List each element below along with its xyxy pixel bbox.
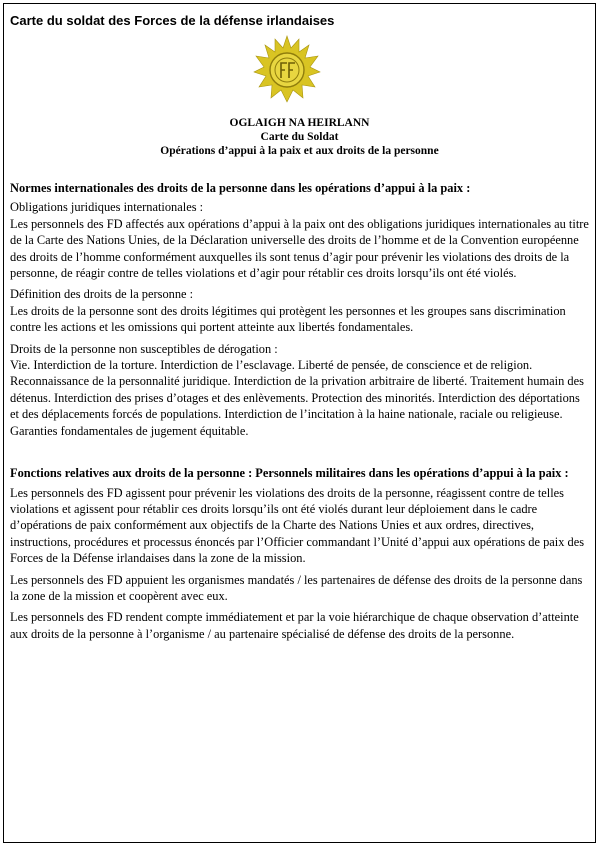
paragraph-report-violations: Les personnels des FD rendent compte immédiatement et par la voie hiérarchique de chaque observation d’atteinte aux droits de la personne à l’organisme / au partenaire spécialisé de défense des droits de la personne. bbox=[10, 610, 579, 641]
card-title: Carte du soldat des Forces de la défense irlandaises bbox=[10, 13, 335, 28]
paragraph-legal-obligations: Obligations juridiques internationales : Les personnels des FD affectés aux opérations d’appui à la paix ont des obligations juridiques internationales au titre de la Carte des Nations Unies, de la Déclaration universelle des droits de l’homme et de la Convention européenne des droits de l’homme conformément auxquelles ils sont tenus d’agir pour prévenir les violations des droits de la personne, de réagir contre de telles violations et d’agir pour rétablir ces droits lorsqu’ils ont été violés. bbox=[10, 200, 589, 281]
paragraph-definition: Définition des droits de la personne : Les droits de la personne sont des droits légitimes qui protègent les personnes et les groupes sans discrimination contre les actions et les omissions qui portent atteinte aux libertés fondamentales. bbox=[10, 287, 566, 335]
defence-forces-emblem-icon bbox=[252, 34, 322, 104]
section-title-functions: Fonctions relatives aux droits de la personne : Personnels militaires dans les opérations d’appui à la paix : bbox=[10, 466, 569, 481]
card-body bbox=[10, 180, 590, 647]
soldier-card bbox=[3, 3, 596, 843]
paragraph-prevent-violations: Les personnels des FD agissent pour prévenir les violations des droits de la personne, réagissent contre de telles violations et agissent pour rétablir ces droits lorsqu’ils ont été violés durant leur déploiement dans le cadre d’opérations de paix conformément aux objectifs de la Charte des Nations Unies et aux ordres, directives, instructions, procédures et processus énoncés par l’Officier commandant l’Unité d’appui aux opérations de paix des Forces de la Défense irlandaises dans la zone de la mission. bbox=[10, 485, 585, 566]
section-title-standards: Normes internationales des droits de la personne dans les opérations d’appui à la paix : bbox=[10, 181, 471, 195]
org-name: OGLAIGH NA HEIRLANN bbox=[229, 117, 370, 129]
paragraph-non-derogable-rights: Droits de la personne non susceptibles de dérogation : Vie. Interdiction de la torture. Interdiction de l’esclavage. Liberté de pensée, de conscience et de religion. Reconnaissance de la personnalité juridique. Interdiction de la privation arbitraire de liberté. Traitement humain des détenus. Interdiction des prises d’otages et des enlèvements. Protection des minorités. Interdiction des déportations et des déplacements forcés de populations. Interdiction de l’incitation à la haine nationale, raciale ou religieuse. Garanties fondamentales de jugement équitable. bbox=[10, 341, 584, 438]
card-header bbox=[4, 116, 595, 158]
card-subtitle: Opérations d’appui à la paix et aux droits de la personne bbox=[160, 145, 439, 157]
card-name: Carte du Soldat bbox=[260, 131, 339, 143]
paragraph-support-partners: Les personnels des FD appuient les organismes mandatés / les partenaires de défense des droits de la personne dans la zone de la mission et coopèrent avec eux. bbox=[10, 572, 583, 603]
